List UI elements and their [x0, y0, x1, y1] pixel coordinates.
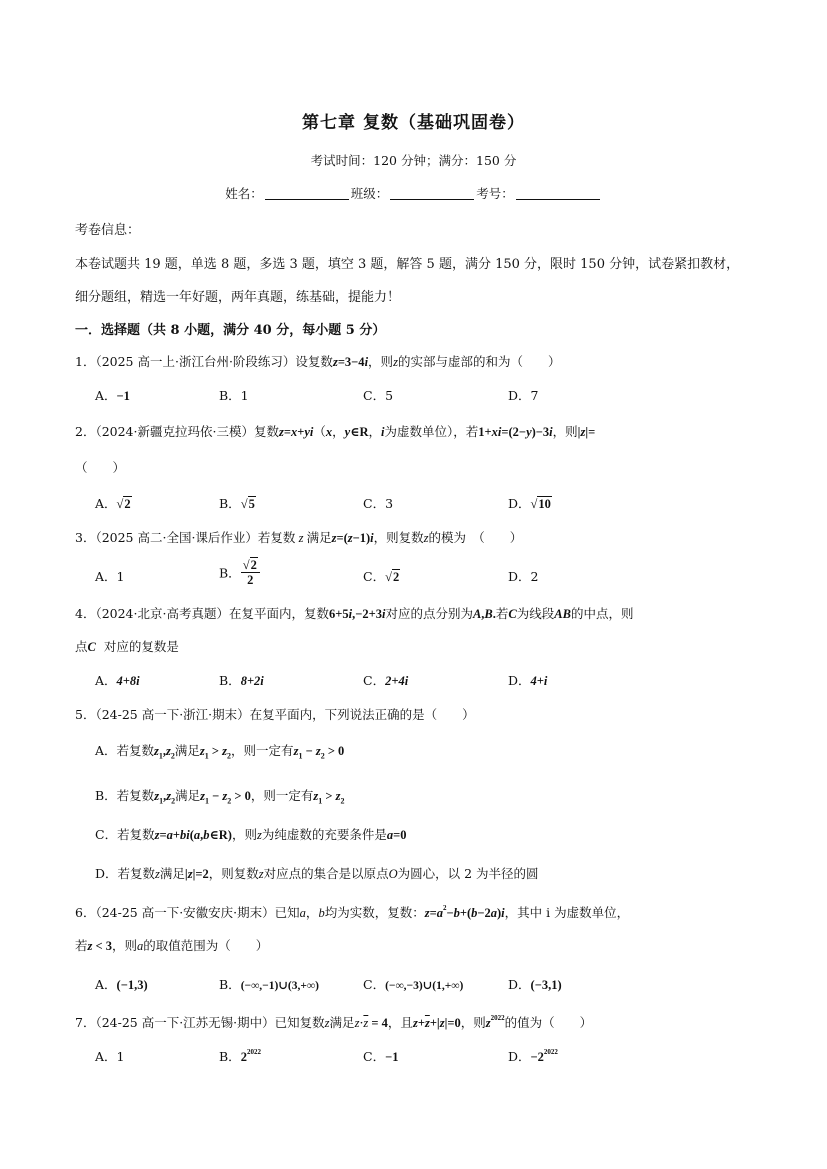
- question-2: 2．（2024·新疆克拉玛依·三模）复数z=x+yi（x，y∈R，i为虚数单位），若1+xi=(2−y)−3i，则|z|=: [75, 424, 596, 439]
- info-line-2: 细分题组，精选一年好题，两年真题，练基础，提能力！: [75, 290, 401, 305]
- q2-stem-b: （: [313, 424, 326, 439]
- q7-stem-e: 的值为（ ）: [504, 1015, 593, 1030]
- q7-option-b[interactable]: B．$2^{2022}$: [219, 1048, 261, 1064]
- question-3: 3．（2025 高二·全国·课后作业）若复数 z 满足z=(z−1)i，则复数z的模为 （ ）: [75, 530, 523, 545]
- q5-d-text-e: 为圆心，以 2 为半径的圆: [397, 866, 539, 881]
- option-value: −1: [385, 1050, 399, 1064]
- info-heading: 考卷信息：: [75, 223, 141, 238]
- option-label: B．: [219, 977, 241, 992]
- option-value: 4+8i: [116, 674, 140, 688]
- page-title: 第七章 复数（基础巩固卷）: [302, 113, 525, 133]
- q3-stem-c: ，则复数: [373, 530, 424, 545]
- q6-stem: 6．（24-25 高一下·安徽安庆·期末）已知: [75, 905, 300, 920]
- option-label: B．: [219, 673, 241, 688]
- q5-a-text: A．若复数: [95, 743, 155, 758]
- q4-stem-f: 点: [75, 639, 88, 654]
- q4-option-b[interactable]: [219, 671, 264, 689]
- option-label: D．: [508, 977, 531, 992]
- q3-option-a[interactable]: A．1: [95, 569, 125, 584]
- option-label: C．: [363, 977, 386, 992]
- q5-b-text: B．若复数: [95, 788, 155, 803]
- q2-option-a[interactable]: A．√2: [95, 496, 131, 511]
- q3-stem: 3．（2025 高二·全国·课后作业）若复数: [75, 530, 296, 545]
- q6-stem-g: 的取值范围为（ ）: [143, 938, 269, 953]
- question-4: 4．（2024·北京·高考真题）在复平面内，复数6+5i,−2+3i对应的点分别为A,B.若C为线段AB的中点，则: [75, 606, 634, 621]
- q7-stem-d: ，则: [460, 1015, 486, 1030]
- exam-time-info: 考试时间：120 分钟；满分：150 分: [310, 153, 517, 168]
- q2-stem-e: （ ）: [75, 460, 126, 475]
- option-label: A．: [95, 673, 117, 688]
- q2-stem: 2．（2024·新疆克拉玛依·三模）复数: [75, 424, 279, 439]
- q7-stem-c: ，且: [387, 1015, 413, 1030]
- q2-option-d[interactable]: D．√10: [508, 496, 551, 511]
- question-6-cont: 若z < 3，则a的取值范围为（ ）: [75, 938, 269, 953]
- option-label: D．: [508, 496, 531, 511]
- q6-option-b[interactable]: [219, 975, 319, 993]
- q5-option-b[interactable]: B．若复数$z_1,z_2$满足$z_1 - z_2 > 0$，则一定有$z_1 > z_2$: [95, 788, 345, 806]
- q1-stem: 1．（2025 高一上·浙江台州·阶段练习）设复数: [75, 354, 333, 369]
- q6-stem-f: ，则: [112, 938, 138, 953]
- q5-option-c[interactable]: C．若复数z=a+bi(a,b∈R)，则z为纯虚数的充要条件是a=0: [95, 827, 407, 842]
- q5-b-text-c: ，则一定有: [250, 788, 314, 803]
- q7-option-c[interactable]: [363, 1047, 398, 1065]
- q7-option-a[interactable]: A．1: [95, 1049, 125, 1064]
- q6-option-c[interactable]: [363, 975, 463, 993]
- q2-stem-d: ，则: [552, 424, 578, 439]
- q6-option-a[interactable]: [95, 975, 148, 993]
- option-label: C．: [363, 673, 386, 688]
- name-blank[interactable]: [265, 187, 349, 200]
- number-blank[interactable]: [516, 187, 600, 200]
- q7-stem-b: 满足: [329, 1015, 355, 1030]
- section-heading: 一．选择题（共 8 小题，满分 40 分，每小题 5 分）: [75, 323, 386, 338]
- q4-stem-b: 对应的点分别为: [385, 606, 473, 621]
- q4-stem-d: 为线段: [516, 606, 555, 621]
- class-blank[interactable]: [390, 187, 474, 200]
- q5-c-text-c: 为纯虚数的充要条件是: [261, 827, 387, 842]
- q3-option-d[interactable]: D．2: [508, 569, 539, 584]
- q3-stem-d: 的模为 （ ）: [428, 530, 523, 545]
- fraction-sqrt2-over-2: $\frac{√2}{2}$: [241, 558, 260, 587]
- class-label: 班级：: [350, 186, 389, 201]
- q2-stem-c: 为虚数单位），若: [384, 424, 479, 439]
- question-4-cont: 点C 对应的复数是: [75, 639, 179, 654]
- q5-d-text: D．若复数: [95, 866, 156, 881]
- q1-stem-c: 的实部与虚部的和为（ ）: [397, 354, 561, 369]
- q3-option-b[interactable]: [219, 558, 260, 587]
- q5-d-text-c: ，则复数: [208, 866, 259, 881]
- option-value: 2+4i: [385, 674, 409, 688]
- question-1: 1．（2025 高一上·浙江台州·阶段练习）设复数z=3−4i，则z的实部与虚部的和为（ ）: [75, 354, 561, 369]
- option-value: 4+i: [530, 674, 548, 688]
- q6-stem-b: ，: [305, 905, 319, 920]
- option-value: (−∞,−1)∪(3,+∞): [240, 980, 319, 992]
- q1-option-d[interactable]: D．7: [508, 388, 539, 403]
- option-label: A．: [95, 496, 117, 511]
- q7-option-d[interactable]: D．$-2^{2022}$: [508, 1048, 558, 1064]
- option-label: B．: [219, 496, 241, 511]
- q6-stem-c: 均为实数，复数：: [324, 905, 425, 920]
- option-value: 2: [124, 497, 131, 511]
- q4-option-c[interactable]: [363, 671, 408, 689]
- q6-stem-e: 若: [75, 938, 88, 953]
- q5-d-text-d: 对应点的集合是以原点: [263, 866, 389, 881]
- q4-option-a[interactable]: [95, 671, 140, 689]
- q4-option-d[interactable]: [508, 671, 547, 689]
- q5-option-d[interactable]: D．若复数z满足|z|=2，则复数z对应点的集合是以原点O为圆心，以 2 为半径的圆: [95, 866, 539, 881]
- q4-stem-g: 对应的复数是: [103, 639, 179, 654]
- q5-a-text-b: 满足: [174, 743, 200, 758]
- q1-option-b[interactable]: B．1: [219, 388, 249, 403]
- q1-stem-b: ，则: [368, 354, 394, 369]
- q5-c-text-b: ，则: [231, 827, 257, 842]
- option-value: 2: [392, 570, 400, 584]
- q5-a-text-c: ，则一定有: [231, 743, 294, 758]
- option-label: A．: [95, 977, 117, 992]
- q5-b-text-b: 满足: [175, 788, 201, 803]
- option-value: 10: [538, 497, 551, 511]
- number-label: 考号：: [476, 186, 514, 201]
- name-label: 姓名：: [225, 186, 263, 201]
- q5-option-a[interactable]: A．若复数$z_1,z_2$满足$z_1 > z_2$，则一定有$z_1 - z_2 > 0$: [95, 743, 345, 761]
- option-value: 8+2i: [240, 674, 264, 688]
- option-label: B．: [219, 565, 241, 581]
- q5-d-text-b: 满足: [159, 866, 185, 881]
- q2-option-b[interactable]: B．√5: [219, 496, 255, 511]
- question-7: 7．（24-25 高一下·江苏无锡·期中）已知复数z满足$z\cdot\overline{z} = 4$，且$z+\overline{z}+|z|=0$，则$z^{2022}$的值为（ ）: [75, 1014, 593, 1030]
- q3-option-c[interactable]: C．√2: [363, 569, 400, 584]
- q4-stem-e: 的中点，则: [570, 606, 634, 621]
- q2-option-c[interactable]: C．3: [363, 496, 394, 511]
- option-label: A．: [95, 388, 117, 403]
- option-value: (−1,3): [116, 978, 148, 992]
- q1-option-a[interactable]: [95, 386, 130, 404]
- option-value: (−∞,−3)∪(1,+∞): [385, 980, 464, 992]
- option-label: D．: [508, 1049, 531, 1064]
- option-value: (−3,1): [530, 978, 562, 992]
- option-label: C．: [363, 1049, 386, 1064]
- option-value: 5: [248, 497, 255, 511]
- q5-c-text: C．若复数: [95, 827, 155, 842]
- q6-stem-d: ，其中 i 为虚数单位，: [504, 905, 630, 920]
- question-6: 6．（24-25 高一下·安徽安庆·期末）已知a，b均为实数，复数：$z=a^2-b+(b-2a)i$，其中 i 为虚数单位，: [75, 904, 630, 920]
- question-5: 5．（24-25 高一下·浙江·期末）在复平面内，下列说法正确的是（ ）: [75, 707, 475, 722]
- option-value: −1: [116, 389, 130, 403]
- q7-stem: 7．（24-25 高一下·江苏无锡·期中）已知复数: [75, 1015, 325, 1030]
- q4-stem-c: 若: [495, 606, 509, 621]
- option-label: D．: [508, 673, 531, 688]
- info-line-1: 本卷试题共 19 题，单选 8 题，多选 3 题，填空 3 题，解答 5 题，满分 150 分，限时 150 分钟，试卷紧扣教材，: [75, 257, 740, 272]
- q3-stem-b: 满足: [306, 530, 332, 545]
- q1-formula: z: [332, 355, 338, 369]
- q4-stem: 4．（2024·北京·高考真题）在复平面内，复数: [75, 606, 329, 621]
- option-label: B．: [219, 1049, 241, 1064]
- option-label: C．: [363, 569, 386, 584]
- q6-option-d[interactable]: [508, 975, 562, 993]
- q1-option-c[interactable]: C．5: [363, 388, 394, 403]
- student-info-fields: [0, 184, 827, 202]
